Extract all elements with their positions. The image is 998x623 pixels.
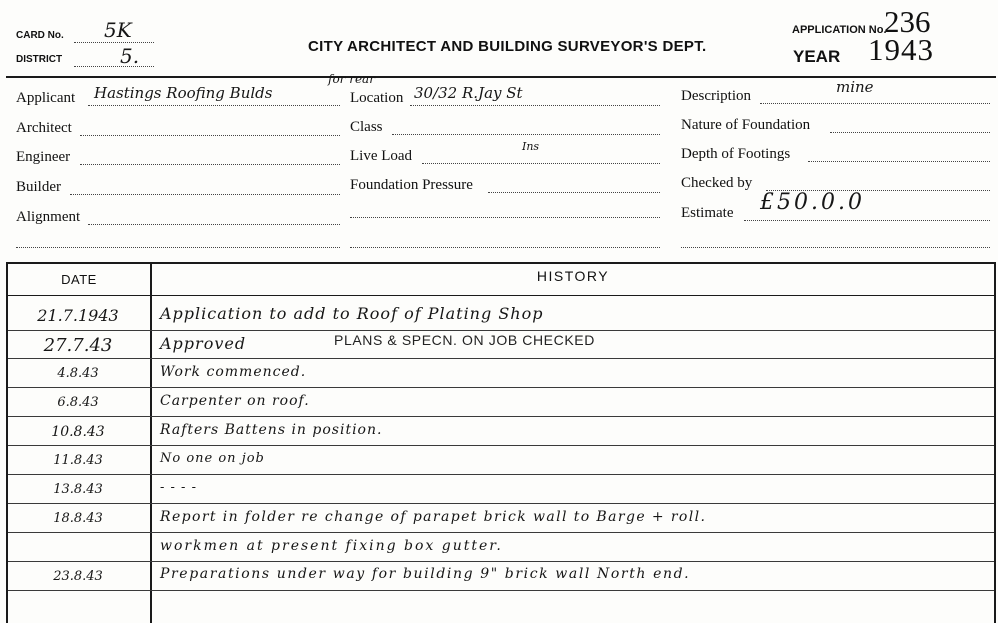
application-no-label: APPLICATION No. xyxy=(792,24,887,36)
history-date: 21.7.1943 xyxy=(37,306,119,325)
row-rule xyxy=(8,387,994,388)
date-column-header: DATE xyxy=(61,272,97,287)
row-rule xyxy=(8,590,994,591)
location-label: Location xyxy=(350,90,404,106)
description-value: mine xyxy=(836,78,874,96)
checked-by-label: Checked by xyxy=(681,175,753,191)
history-entry: Work commenced. xyxy=(160,364,307,380)
applicant-line xyxy=(88,105,340,106)
row-rule xyxy=(8,330,994,331)
blank-line-2 xyxy=(350,217,660,218)
history-entry: Carpenter on roof. xyxy=(160,393,310,409)
location-value: 30/32 R.Jay St xyxy=(414,84,523,102)
row-rule xyxy=(8,532,994,533)
history-entry: Approved xyxy=(160,334,247,353)
history-date: 13.8.43 xyxy=(53,482,103,497)
history-entry: - - - - xyxy=(160,480,197,495)
builder-line xyxy=(70,194,340,195)
row-rule xyxy=(8,416,994,417)
card-no-line xyxy=(74,42,154,43)
live-load-line xyxy=(422,163,660,164)
nature-of-foundation-line xyxy=(830,132,990,133)
applicant-label: Applicant xyxy=(16,90,76,106)
history-top-rule xyxy=(6,262,996,264)
depth-of-footings-label: Depth of Footings xyxy=(681,146,791,162)
class-label: Class xyxy=(350,119,383,135)
estimate-line xyxy=(744,220,990,221)
architect-label: Architect xyxy=(16,120,72,136)
history-right-border xyxy=(994,262,996,623)
row-rule xyxy=(8,503,994,504)
applicant-note: for rear xyxy=(328,72,375,86)
blank-line-3 xyxy=(350,247,660,248)
date-column-divider xyxy=(150,262,152,623)
history-column-header: HISTORY xyxy=(536,268,610,284)
history-date: 11.8.43 xyxy=(53,453,103,468)
description-line xyxy=(760,103,990,104)
engineer-label: Engineer xyxy=(16,149,71,165)
district-line xyxy=(74,66,154,67)
row-rule xyxy=(8,358,994,359)
history-entry: Preparations under way for building 9" brick wall North end. xyxy=(160,566,691,582)
district-label: DISTRICT xyxy=(16,54,63,65)
department-title: CITY ARCHITECT AND BUILDING SURVEYOR'S DEPT. xyxy=(308,38,707,55)
description-label: Description xyxy=(681,88,751,104)
blank-line-4 xyxy=(681,247,990,248)
history-entry: workmen at present fixing box gutter. xyxy=(160,538,503,554)
engineer-line xyxy=(80,164,340,165)
foundation-pressure-label: Foundation Pressure xyxy=(350,177,473,193)
estimate-label: Estimate xyxy=(681,205,734,221)
nature-of-foundation-label: Nature of Foundation xyxy=(681,117,811,133)
application-no-value: 236 xyxy=(884,4,931,39)
history-entry: Application to add to Roof of Plating Shop xyxy=(160,304,544,323)
card-no-label: CARD No. xyxy=(16,30,64,41)
history-header-rule xyxy=(8,295,994,296)
builder-label: Builder xyxy=(16,179,61,195)
row-rule xyxy=(8,474,994,475)
year-label: YEAR xyxy=(793,47,841,66)
live-load-label: Live Load xyxy=(350,148,413,164)
location-line xyxy=(410,105,660,106)
live-load-value: Ins xyxy=(522,140,540,153)
history-entry: Report in folder re change of parapet brick wall to Barge + roll. xyxy=(160,509,707,525)
history-date: 6.8.43 xyxy=(57,395,99,410)
card-no-value: 5K xyxy=(104,18,132,42)
history-entry: Rafters Battens in position. xyxy=(160,422,383,438)
history-date: 4.8.43 xyxy=(57,366,99,381)
row-rule xyxy=(8,561,994,562)
history-entry: No one on job xyxy=(160,451,265,466)
history-date: 18.8.43 xyxy=(53,511,103,526)
architect-line xyxy=(80,135,340,136)
depth-of-footings-line xyxy=(808,161,990,162)
checked-stamp: PLANS & SPECN. ON JOB CHECKED xyxy=(334,332,595,348)
history-date: 10.8.43 xyxy=(51,424,105,440)
blank-line-1 xyxy=(16,247,340,248)
alignment-line xyxy=(88,224,340,225)
row-rule xyxy=(8,445,994,446)
class-line xyxy=(392,134,660,135)
estimate-value: £50.0.0 xyxy=(760,190,865,215)
applicant-value: Hastings Roofing Bulds xyxy=(94,84,273,102)
history-date: 23.8.43 xyxy=(53,569,103,584)
foundation-pressure-line xyxy=(488,192,660,193)
alignment-label: Alignment xyxy=(16,209,81,225)
history-date: 27.7.43 xyxy=(43,335,113,356)
district-value: 5. xyxy=(120,44,140,68)
year-value: 1943 xyxy=(868,32,934,67)
